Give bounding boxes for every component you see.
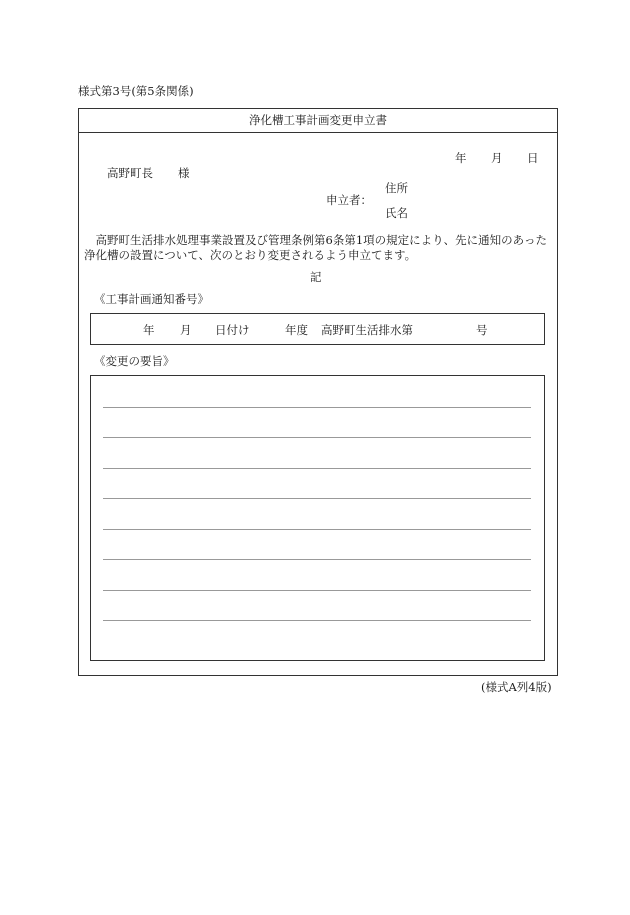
notice-number-box [90,313,545,345]
addressee-honorific: 様 [178,166,190,180]
writing-line [103,498,531,499]
addressee-name: 高野町長 [107,166,153,180]
body-text [84,233,550,263]
name-label: 氏名 [385,206,408,220]
form-number: 様式第3号(第5条関係) [78,84,194,98]
writing-line [103,468,531,469]
writing-line [103,407,531,408]
addressee [107,166,190,180]
notice-date-suffix: 日付け [215,323,250,337]
body-text-content: 高野町生活排水処理事業設置及び管理条例第6条第1項の規定により、先に通知のあった浄化槽の設置について、次のとおり変更されるよう申立てます。 [84,233,548,262]
date-month: 月 [491,151,503,165]
note-heading: 記 [310,270,322,284]
date-line [455,151,539,165]
writing-line [103,437,531,438]
section2-title: 《変更の要旨》 [94,354,175,368]
writing-line [103,620,531,621]
notice-year: 年 [143,323,155,337]
writing-line [103,590,531,591]
change-summary-box [90,375,545,661]
notice-prefix: 高野町生活排水第 [321,323,413,337]
writing-line [103,529,531,530]
writing-line [103,559,531,560]
notice-number-suffix: 号 [476,323,488,337]
date-year: 年 [455,151,467,165]
address-label: 住所 [385,181,408,195]
form-title: 浄化槽工事計画変更申立書 [79,109,557,133]
footer-note: (様式A列4版) [481,680,552,694]
notice-fiscal-year: 年度 [285,323,308,337]
section1-title: 《工事計画通知番号》 [94,292,209,306]
notice-month: 月 [180,323,192,337]
date-day: 日 [527,151,539,165]
applicant-label: 申立者： [326,193,372,207]
